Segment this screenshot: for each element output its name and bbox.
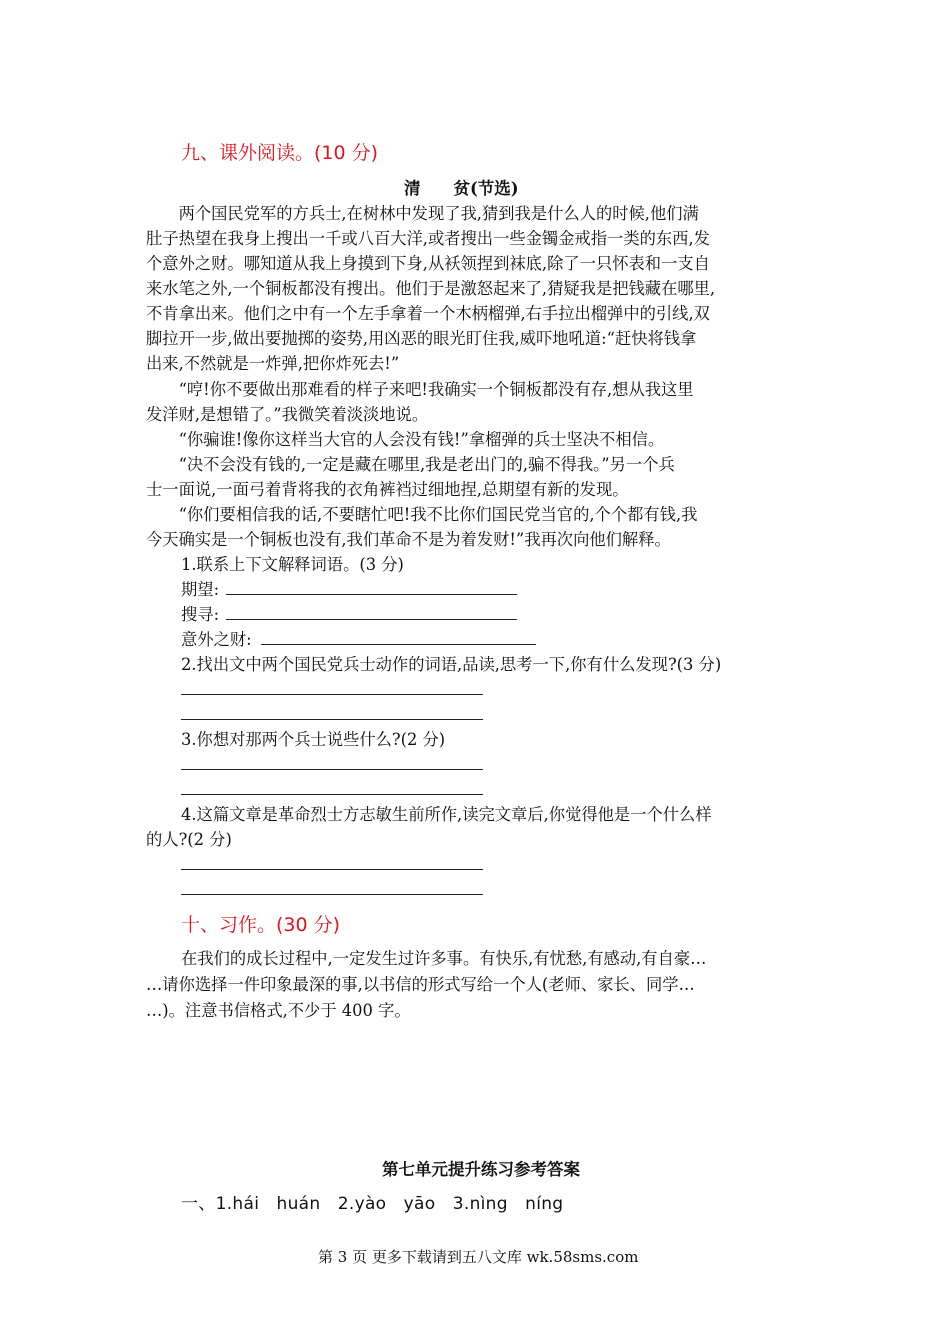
passage-line: 来水笔之外,一个铜板都没有搜出。他们于是激怒起来了,猜疑我是把钱藏在哪里, — [146, 279, 716, 298]
section-nine-heading: 九、课外阅读。(10 分) — [181, 142, 379, 164]
section-ten-heading: 十、习作。(30 分) — [181, 914, 341, 936]
passage-line: 两个国民党军的方兵士,在树林中发现了我,猜到我是什么人的时候,他们满 — [146, 204, 699, 223]
question-three-prompt: 3.你想对那两个兵士说些什么?(2 分) — [181, 730, 446, 749]
passage-line: 发洋财,是想错了。”我微笑着淡淡地说。 — [146, 405, 429, 424]
term-label-qiwang: 期望: — [181, 580, 220, 599]
answer-blank-souxun[interactable] — [226, 619, 517, 620]
passage-line: 出来,不然就是一炸弹,把你炸死去!” — [146, 354, 400, 373]
answer-line[interactable] — [181, 769, 483, 770]
answer-key-title: 第七单元提升练习参考答案 — [382, 1160, 580, 1179]
answer-blank-qiwang[interactable] — [226, 594, 517, 595]
passage-line: 今天确实是一个铜板也没有,我们革命不是为着发财!”我再次向他们解释。 — [146, 530, 671, 549]
passage-line: “决不会没有钱的,一定是藏在哪里,我是老出门的,骗不得我。”另一个兵 — [146, 455, 675, 474]
writing-prompt-line: 在我们的成长过程中,一定发生过许多事。有快乐,有忧愁,有感动,有自豪… — [181, 949, 707, 968]
writing-prompt-line: …)。注意书信格式,不少于 400 字。 — [146, 1001, 411, 1020]
page-footer: 第 3 页 更多下载请到五八文库 wk.58sms.com — [318, 1248, 639, 1266]
passage-line: 个意外之财。哪知道从我上身摸到下身,从袄领捏到袜底,除了一只怀表和一支自 — [146, 254, 710, 273]
term-label-souxun: 搜寻: — [181, 605, 220, 624]
question-one-prompt: 1.联系上下文解释词语。(3 分) — [181, 555, 404, 574]
answer-line[interactable] — [181, 719, 483, 720]
answer-key-line: 一、1.hái huán 2.yào yāo 3.nìng níng — [181, 1194, 564, 1214]
writing-prompt-line: …请你选择一件印象最深的事,以书信的形式写给一个人(老师、家长、同学… — [146, 975, 695, 994]
answer-line[interactable] — [181, 794, 483, 795]
question-four-prompt-cont: 的人?(2 分) — [146, 830, 232, 849]
passage-line: “哼!你不要做出那难看的样子来吧!我确实一个铜板都没有存,想从我这里 — [146, 380, 694, 399]
answer-line[interactable] — [181, 694, 483, 695]
term-label-yiwaizhicai: 意外之财: — [181, 630, 252, 649]
passage-line: 肚子热望在我身上搜出一千或八百大洋,或者搜出一些金镯金戒指一类的东西,发 — [146, 229, 710, 248]
answer-blank-yiwaizhicai[interactable] — [261, 644, 536, 645]
passage-line: 不肯拿出来。他们之中有一个左手拿着一个木柄榴弹,右手拉出榴弹中的引线,双 — [146, 304, 710, 323]
passage-line: 士一面说,一面弓着背将我的衣角裤裆过细地捏,总期望有新的发现。 — [146, 480, 629, 499]
answer-line[interactable] — [181, 894, 483, 895]
question-four-prompt: 4.这篇文章是革命烈士方志敏生前所作,读完文章后,你觉得他是一个什么样 — [181, 805, 712, 824]
answer-line[interactable] — [181, 869, 483, 870]
passage-line: 脚拉开一步,做出要抛掷的姿势,用凶恶的眼光盯住我,威吓地吼道:“赶快将钱拿 — [146, 329, 697, 348]
passage-title: 清 贫(节选) — [404, 179, 519, 198]
passage-line: “你骗谁!像你这样当大官的人会没有钱!”拿榴弹的兵士坚决不相信。 — [146, 430, 665, 449]
question-two-prompt: 2.找出文中两个国民党兵士动作的词语,品读,思考一下,你有什么发现?(3 分) — [181, 655, 722, 674]
passage-line: “你们要相信我的话,不要瞎忙吧!我不比你们国民党当官的,个个都有钱,我 — [146, 505, 698, 524]
